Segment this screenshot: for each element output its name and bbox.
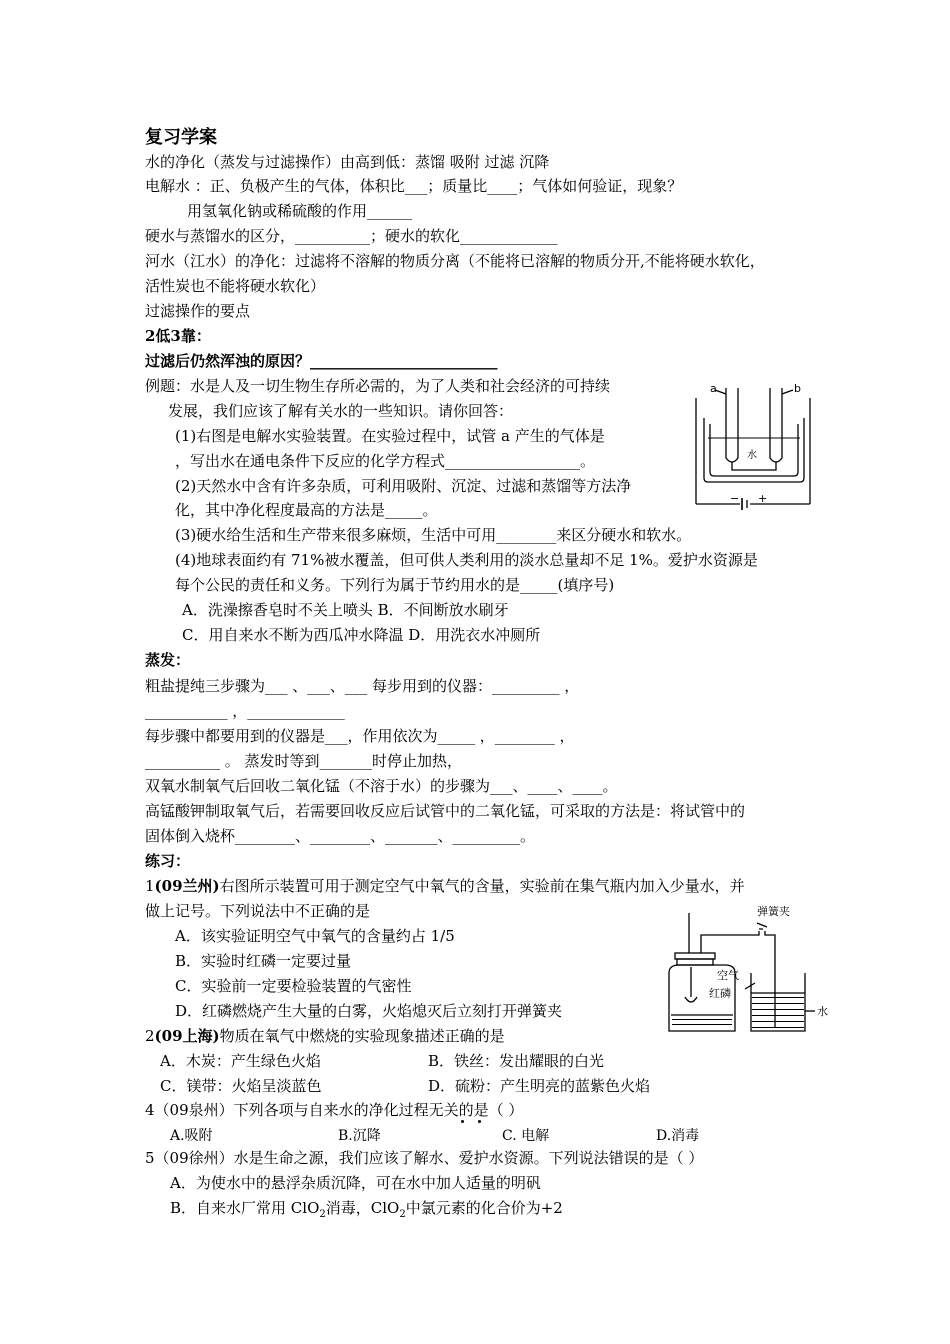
section-heading: 2低3靠： xyxy=(145,327,211,345)
emphasis-dot xyxy=(461,1120,464,1123)
text-line: (3)硬水给生活和生产带来很多麻烦，生活中可用________来区分硬水和软水。 xyxy=(175,526,692,544)
label-water: 水 xyxy=(747,450,757,461)
text-line: 做上记号。下列说法中不正确的是 xyxy=(145,902,371,920)
text-line: (4)地球表面约有 71%被水覆盖，但可供人类利用的淡水总量却不足 1%。爱护水资源是 xyxy=(175,551,758,569)
label-clip: 弹簧夹 xyxy=(757,905,790,918)
option-line: A.吸附 xyxy=(170,1128,213,1144)
option-line: B．自来水厂常用 ClO$_2$消毒，ClO$_2$中氯元素的化合价为+2 xyxy=(170,1199,563,1220)
text-line: 化，其中净化程度最高的方法是_____。 xyxy=(175,501,438,519)
question-2 xyxy=(145,1026,505,1046)
option-line: A．洗澡擦香皂时不关上喷头 B．不间断放水刷牙 xyxy=(182,601,509,619)
text-line: 高锰酸钾制取氧气后，若需要回收反应后试管中的二氧化锰，可采取的方法是：将试管中的 xyxy=(145,802,746,820)
text-line: 电解水 ：正、负极产生的气体，体积比___；质量比____；气体如何验证，现象？ xyxy=(145,177,683,195)
section-heading: 过滤后仍然浑浊的原因？_________________________ xyxy=(145,352,498,370)
option-line: A．为使水中的悬浮杂质沉降，可在水中加人适量的明矾 xyxy=(170,1174,541,1192)
question-number: 2 xyxy=(145,1027,155,1045)
page-title: 复习学案 xyxy=(145,127,217,148)
label-air: 空气 xyxy=(717,969,739,982)
text-line: (2)天然水中含有许多杂质，可利用吸附、沉淀、过滤和蒸馏等方法净 xyxy=(175,477,632,495)
option-line: C．用自来水不断为西瓜冲水降温 D．用洗衣水冲厕所 xyxy=(182,626,541,644)
text-line: 粗盐提纯三步骤为___ 、___、___ 每步用到的仪器：_________ ， xyxy=(145,677,580,695)
question-text: 右图所示装置可用于测定空气中氧气的含量，实验前在集气瓶内加入少量水，并 xyxy=(219,877,745,895)
text-line: ，写出水在通电条件下反应的化学方程式__________________。 xyxy=(175,452,596,470)
text-line: 发展，我们应该了解有关水的一些知识。请你回答： xyxy=(168,402,514,420)
question-4: 4（09泉州）下列各项与自来水的净化过程无关的是（ ） xyxy=(145,1101,524,1119)
text-line: 硬水与蒸馏水的区分，__________；硬水的软化_____________ xyxy=(145,227,558,245)
option-line: C．实验前一定要检验装置的气密性 xyxy=(175,977,412,995)
text-line: 河水（江水）的净化：过滤将不溶解的物质分离（不能将已溶解的物质分开,不能将硬水软化， xyxy=(145,252,765,270)
text-line: (1)右图是电解水实验装置。在实验过程中，试管 a 产生的气体是 xyxy=(175,427,605,445)
text-line: ___________ ，_____________ xyxy=(145,702,345,720)
question-text: 物质在氧气中燃烧的实验现象描述正确的是 xyxy=(219,1027,505,1045)
text-line: __________ 。 蒸发时等到_______时停止加热， xyxy=(145,752,463,770)
option-line: D．硫粉：产生明亮的蓝紫色火焰 xyxy=(428,1077,651,1095)
text-line: 例题：水是人及一切生物生存所必需的，为了人类和社会经济的可持续 xyxy=(145,377,611,395)
option-line: A．木炭：产生绿色火焰 xyxy=(160,1052,321,1070)
option-line: B．铁丝：发出耀眼的白光 xyxy=(428,1052,605,1070)
label-plus: + xyxy=(758,492,768,505)
text-line: 过滤操作的要点 xyxy=(145,302,251,320)
question-source: (09上海) xyxy=(154,1027,220,1045)
label-water: 水 xyxy=(817,1005,828,1018)
section-heading: 练习： xyxy=(145,852,191,870)
electrolysis-apparatus-figure xyxy=(692,378,814,514)
text-line: 水的净化（蒸发与过滤操作）由高到低：蒸馏 吸附 过滤 沉降 xyxy=(145,153,550,171)
option-line: B.沉降 xyxy=(338,1128,381,1144)
option-line: D.消毒 xyxy=(656,1128,700,1144)
section-heading: 蒸发： xyxy=(145,651,191,669)
question-5: 5（09徐州）水是生命之源，我们应该了解水、爱护水资源。下列说法错误的是（ ） xyxy=(145,1149,704,1167)
option-line: C. 电解 xyxy=(502,1128,550,1144)
option-line: A．该实验证明空气中氧气的含量约占 1/5 xyxy=(175,927,455,945)
label-a: a xyxy=(710,382,717,395)
question-number: 1 xyxy=(145,877,155,895)
option-line: C．镁带：火焰呈淡蓝色 xyxy=(160,1077,322,1095)
label-b: b xyxy=(794,382,801,395)
text-line: 每个公民的责任和义务。下列行为属于节约用水的是_____(填序号) xyxy=(175,576,615,594)
emphasis-dot xyxy=(478,1120,481,1123)
text-line: 固体倒入烧杯________、________、_______、_________。 xyxy=(145,827,536,845)
text-line: 活性炭也不能将硬水软化） xyxy=(145,277,326,295)
option-line: B．实验时红磷一定要过量 xyxy=(175,952,352,970)
text-line: 每步骤中都要用到的仪器是___，作用依次为_____ ，________ ， xyxy=(145,727,575,745)
question-source: (09兰州) xyxy=(154,877,220,895)
oxygen-measurement-figure xyxy=(655,893,835,1037)
label-red-phosphorus: 红磷 xyxy=(709,987,731,1000)
option-line: D．红磷燃烧产生大量的白雾，火焰熄灭后立刻打开弹簧夹 xyxy=(175,1002,563,1020)
text-line: 双氧水制氧气后回收二氧化锰（不溶于水）的步骤为___、____、____。 xyxy=(145,777,618,795)
text-line: 用氢氧化钠或稀硫酸的作用______ xyxy=(187,202,413,220)
label-minus: − xyxy=(730,492,740,505)
